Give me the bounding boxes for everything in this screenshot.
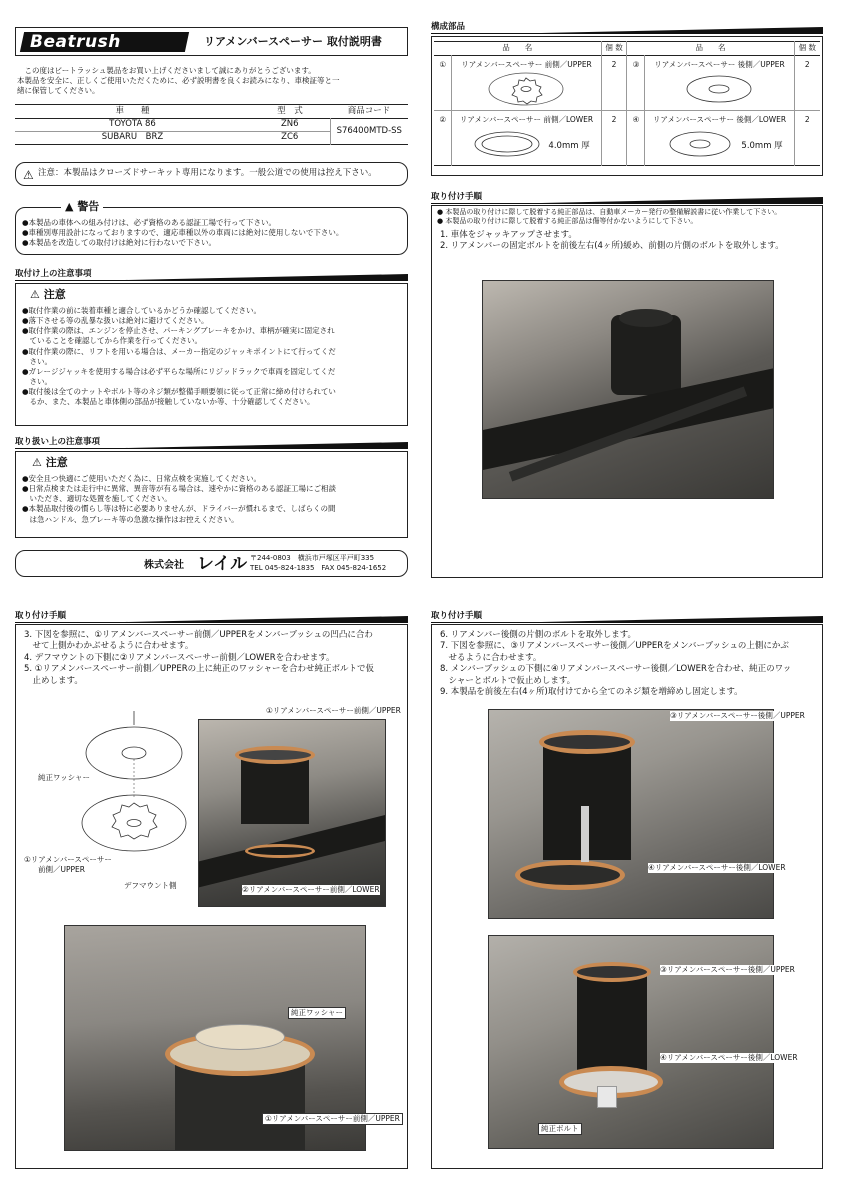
caution-item: ●取付後は全てのナットやボルト等のネジ類が整備手順要領に従って正常に締め付けられてい (22, 387, 336, 396)
section-title: 取り付け手順 (431, 611, 483, 621)
caution-header (32, 456, 68, 471)
parts-table (434, 41, 820, 166)
part-cell (452, 111, 601, 166)
procedure-step: 3. 下図を参照に、①リアメンバースペーサー前側／UPPERをメンバーブッシュの凹凸に合わ (24, 630, 373, 640)
section-title: 構成部品 (431, 22, 466, 32)
part-cell (645, 111, 794, 166)
procedure-step: 1. 車体をジャッキアップさせます。 (440, 230, 577, 240)
section-bar (15, 270, 408, 281)
intro-line: この度はビートラッシュ製品をお買い上げくださいまして誠にありがとうございます。 (17, 66, 316, 75)
part-cell (645, 56, 794, 111)
caution-item: いただき、適切な処置を施してください。 (22, 494, 172, 504)
procedure3-box (431, 624, 823, 1169)
procedure-step: 9. 本製品を前後左右(4ヶ所)取付けてから全てのネジ類を増締めし固定します。 (440, 687, 743, 698)
vehicle-car: SUBARU BRZ (101, 132, 164, 143)
procedure1-steps (440, 230, 784, 253)
part-number: ④ (627, 111, 645, 166)
vehicle-car: TOYOTA 86 (109, 119, 156, 130)
caution-header (30, 288, 66, 303)
procedure-step: 止めします。 (24, 675, 83, 686)
vehicle-table-header: 型 式 (277, 105, 303, 116)
caution-item: さい。 (22, 356, 52, 366)
caution-item: さい。 (22, 376, 52, 386)
caution-item: ●本製品取付後の慣らし等は特に必要ありませんが、ドライバーが慣れるまで、しばらくの間 (22, 504, 336, 514)
notice-text: 注意：本製品はクローズドサーキット専用になります。一般公道での使用は控え下さい。 (38, 168, 377, 178)
install-caution-items (22, 306, 336, 407)
section-bar-fill (541, 616, 823, 622)
handling-caution-box (15, 451, 408, 538)
section-bar (431, 23, 823, 34)
warning-items (22, 218, 343, 248)
photo-bolt (597, 1086, 617, 1108)
photo-label-upper: ③リアメンバースペーサー後側／UPPER (660, 965, 795, 974)
company-box (15, 550, 408, 577)
intro-line: 本製品を安全に、正しくご使用いただくために、必ず説明書を良くお読みになり、車検証等と一 (17, 76, 340, 86)
part-name: リアメンバースペーサー 前側／LOWER (459, 115, 594, 124)
vehicle-table (15, 104, 408, 145)
photo-spacer-upper (539, 730, 635, 754)
caution-item: は急ハンドル、急ブレーキ等の急激な操作はお控えください。 (22, 514, 239, 524)
caution-item: ●取付作業の際に、リフトを用いる場合は、メーカー指定のジャッキポイントにて行ってくだ (22, 346, 336, 356)
part-qty: 2 (601, 56, 627, 111)
procedure-step: 6. リアメンバー後側の片側のボルトを取外します。 (440, 630, 637, 640)
photo-label-upper: ③リアメンバースペーサー後側／UPPER (670, 711, 805, 720)
parts-header: 品 名 (627, 42, 794, 56)
diagram-label-spacer: ①リアメンバースペーサー (24, 855, 112, 864)
vehicle-table-header: 車 種 (115, 105, 150, 116)
company-address: 〒244-0803 横浜市戸塚区平戸町335 (250, 554, 375, 562)
section-bar (15, 438, 408, 449)
section-bar-fill (125, 616, 408, 622)
caution-title: 注意 (43, 288, 66, 301)
brand-logo-text: Beatrush (30, 32, 121, 52)
procedure2-steps (24, 630, 374, 687)
photo-front-spacer-installed (198, 719, 386, 907)
procedure3-steps (440, 630, 791, 699)
diagram-label-washer: 純正ワッシャー (38, 773, 90, 782)
company-prefix: 株式会社 (144, 560, 184, 571)
section-title: 取り付け手順 (15, 611, 67, 621)
warning-triangle-icon: ⚠ (23, 168, 34, 182)
photo-spacer-upper (573, 962, 651, 982)
caution-item: るか、また、本製品と車体側の部品が接触していないか等、十分確認してください。 (22, 397, 315, 407)
company-tel: TEL 045-824-1835 FAX 045-824-1652 (250, 564, 387, 572)
parts-header: 品 名 (434, 42, 601, 56)
vehicle-model: ZN6 (280, 119, 299, 130)
warning-triangle-icon: ▲ (65, 200, 74, 213)
warning-item: ●本製品の車体への組み付けは、必ず資格のある認証工場で行って下さい。 (22, 218, 277, 227)
part-thickness: 5.0mm 厚 (741, 141, 783, 151)
section-bar (431, 612, 823, 623)
photo-label-lower: ④リアメンバースペーサー後側／LOWER (660, 1053, 798, 1062)
part-upper-front-drawing (486, 71, 566, 107)
part-number: ① (434, 56, 452, 111)
photo-spacer-lower (515, 860, 625, 890)
caution-item: ●取付作業の際は、エンジンを停止させ、パーキングブレーキをかけ、車柄が確実に固定され (22, 326, 335, 336)
parts-box (431, 36, 823, 176)
warning-item: ●本製品を改造しての取付けは絶対に行わないで下さい。 (22, 238, 217, 248)
procedure1-box (431, 205, 823, 578)
diagram-label-diff: デフマウント側 (124, 881, 177, 890)
part-name: リアメンバースペーサー 後側／LOWER (652, 115, 787, 124)
vehicle-model: ZC6 (281, 132, 299, 143)
procedure-step: 7. 下図を参照に、③リアメンバースペーサー後側／UPPERをメンバーブッシュの上側にかぶ (440, 641, 789, 652)
photo-spacer-upper (235, 746, 315, 764)
photo-rear-spacers-a (488, 709, 774, 919)
section-title: 取付け上の注意事項 (15, 269, 92, 279)
photo-rear-member-front (482, 280, 774, 499)
procedure-step: せて上側かわかぶせるように合わせます。 (24, 641, 194, 652)
photo-label-bolt: 純正ボルト (538, 1123, 582, 1135)
part-name: リアメンバースペーサー 後側／UPPER (654, 60, 785, 69)
photo-label-lower: ②リアメンバースペーサー前側／LOWER (242, 885, 380, 894)
procedure-step: 8. メンバーブッシュの下側に④リアメンバースペーサー後側／LOWERを合わせ、純正のワッ (440, 664, 792, 675)
section-bar-fill (125, 274, 408, 280)
photo-bolt (581, 806, 589, 862)
part-thickness: 4.0mm 厚 (548, 141, 590, 151)
intro-text (17, 66, 409, 96)
section-title: 取り扱い上の注意事項 (15, 437, 101, 447)
part-name: リアメンバースペーサー 前側／UPPER (461, 60, 592, 69)
caution-item: ●取付作業の前に装着車種と適合しているかどうか確認してください。 (22, 306, 262, 315)
procedure-step: 5. ①リアメンバースペーサー前側／UPPERの上に純正のワッシャーを合わせ純正ボルトで仮 (24, 664, 375, 675)
procedure-note: ● 本製品の取り付けに際して脱着する純正部品は傷等付かないようにして下さい。 (437, 217, 698, 226)
section-bar-fill (125, 442, 408, 448)
page-panel-top-left (15, 27, 408, 56)
procedure1-notes (437, 208, 781, 227)
part-cell (452, 56, 601, 111)
photo-label-upper: ①リアメンバースペーサー前側／UPPER (266, 706, 401, 715)
warning-header (61, 200, 103, 215)
warning-title: 警告 (77, 200, 100, 213)
caution-item: ●落下させる等の乱暴な扱いは絶対に避けてください。 (22, 316, 209, 326)
section-bar (15, 612, 408, 623)
part-qty: 2 (601, 111, 627, 166)
part-qty: 2 (804, 115, 810, 124)
photo-bushing (611, 315, 681, 395)
photo-label-upper: ①リアメンバースペーサー前側／UPPER (262, 1113, 403, 1125)
section-bar-fill (541, 197, 823, 203)
part-qty: 2 (804, 60, 810, 69)
photo-washer (195, 1024, 285, 1050)
warning-triangle-icon: ⚠ (32, 456, 42, 469)
caution-item: ●安全且つ快適にご使用いただく為に、日常点検を実施してください。 (22, 474, 262, 483)
part-lower-front-drawing (472, 129, 542, 159)
page-title: リアメンバースペーサー 取付説明書 (204, 35, 382, 48)
parts-header: 個 数 (601, 42, 627, 56)
caution-item: ていることを確認してから作業を行ってください。 (22, 336, 202, 346)
section-bar (431, 193, 823, 204)
warning-item: ●車種別専用設計になっておりますので、適応車種以外の車両には絶対に使用しないで下さい。 (22, 228, 344, 238)
procedure2-box (15, 624, 408, 1169)
intro-line: 緒に保管してください。 (17, 86, 100, 96)
warning-triangle-icon: ⚠ (30, 288, 40, 301)
section-bar-fill (541, 27, 823, 33)
caution-title: 注意 (45, 456, 68, 469)
part-lower-rear-drawing (665, 129, 735, 159)
photo-label-washer: 純正ワッシャー (288, 1007, 346, 1019)
notice-box (15, 162, 408, 186)
photo-spacer-lower (245, 844, 315, 858)
procedure-step: 2. リアメンバーの固定ボルトを前後左右(4ヶ所)緩め、前側の片側のボルトを取外します。 (440, 241, 784, 252)
parts-header: 個 数 (798, 43, 816, 53)
vehicle-table-header: 商品コード (347, 105, 391, 116)
part-upper-rear-drawing (679, 71, 759, 107)
handling-caution-items (22, 474, 336, 525)
warning-box (15, 200, 408, 255)
product-code: S76400MTD-SS (330, 119, 408, 145)
photo-bushing (577, 972, 647, 1072)
procedure-step: せるように合わせます。 (440, 652, 542, 663)
photo-label-lower: ④リアメンバースペーサー後側／LOWER (648, 863, 786, 872)
diagram-label-spacer-sub: 前側／UPPER (38, 865, 85, 874)
part-number: ③ (627, 56, 645, 111)
procedure-step: シャーとボルトで仮止めします。 (440, 675, 576, 686)
section-title: 取り付け手順 (431, 192, 483, 202)
company-name: レイル (197, 554, 248, 574)
photo-bushing-top (619, 309, 673, 327)
procedure-note: ● 本製品の取り付けに際して脱着する純正部品は、自動車メーカー発行の整備解説書に従い作業して下さい。 (437, 208, 782, 216)
procedure-step: 4. デフマウントの下側に②リアメンバースペーサー前側／LOWERを合わせます。 (24, 652, 335, 663)
caution-item: ●日常点検または走行中に異常、異音等が有る場合は、速やかに資格のある認証工場にご相談 (22, 484, 337, 494)
caution-item: ●ガレージジャッキを使用する場合は必ず平らな場所にリジッドラックで車両を固定してくだ (22, 366, 336, 376)
install-caution-box (15, 283, 408, 426)
part-number: ② (434, 111, 452, 166)
